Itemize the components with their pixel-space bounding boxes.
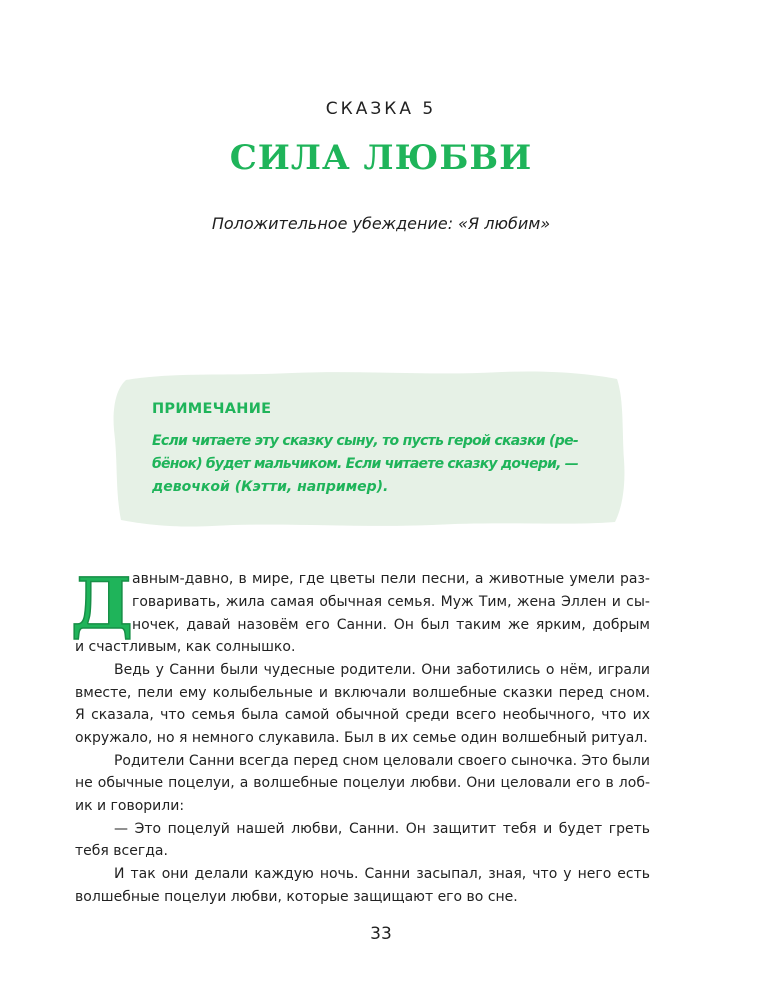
body-line: Ведь у Санни были чудесные родители. Они заботились о нём, играли	[114, 662, 650, 678]
body-line: Я сказала, что семья была самой обычной среди всего необычного, что их	[75, 707, 650, 723]
drop-cap-letter: Д	[70, 562, 134, 645]
chapter-title: СИЛА ЛЮБВИ	[229, 138, 533, 178]
body-line: Родители Санни всегда перед сном целовали своего сыночка. Это были	[114, 753, 650, 769]
positive-belief: Положительное убеждение: «Я любим»	[211, 214, 551, 233]
body-line: ик и говорили:	[75, 798, 185, 814]
note-heading: ПРИМЕЧАНИЕ	[152, 401, 272, 417]
body-line: — Это поцелуй нашей любви, Санни. Он защитит тебя и будет греть	[114, 821, 650, 837]
body-line: авным-давно, в мире, где цветы пели песни, а животные умели раз-	[132, 571, 650, 587]
body-line: и счастливым, как солнышко.	[75, 639, 296, 655]
body-line: окружало, но я немного слукавила. Был в их семье один волшебный ритуал.	[75, 730, 648, 746]
note-line: Если читаете эту сказку сыну, то пусть герой сказки (ре-	[152, 433, 578, 449]
note-background-shape	[114, 371, 625, 526]
body-line: волшебные поцелуи любви, которые защищают его во сне.	[75, 889, 518, 905]
note-background	[112, 370, 626, 528]
body-line: тебя всегда.	[75, 843, 168, 859]
body-line: говаривать, жила самая обычная семья. Муж Тим, жена Эллен и сы-	[132, 594, 650, 610]
chapter-label: СКАЗКА 5	[325, 99, 437, 119]
body-line: не обычные поцелуи, а волшебные поцелуи любви. Они целовали его в лоб-	[75, 775, 650, 791]
page-number: 33	[370, 924, 392, 944]
note-line: девочкой (Кэтти, например).	[152, 479, 389, 495]
note-line: бёнок) будет мальчиком. Если читаете сказку дочери, —	[152, 456, 578, 472]
drop-cap	[70, 562, 134, 645]
body-line: И так они делали каждую ночь. Санни засыпал, зная, что у него есть	[114, 866, 650, 882]
body-line: ночек, давай назовём его Санни. Он был таким же ярким, добрым	[132, 617, 650, 633]
body-line: вместе, пели ему колыбельные и включали волшебные сказки перед сном.	[75, 685, 650, 701]
